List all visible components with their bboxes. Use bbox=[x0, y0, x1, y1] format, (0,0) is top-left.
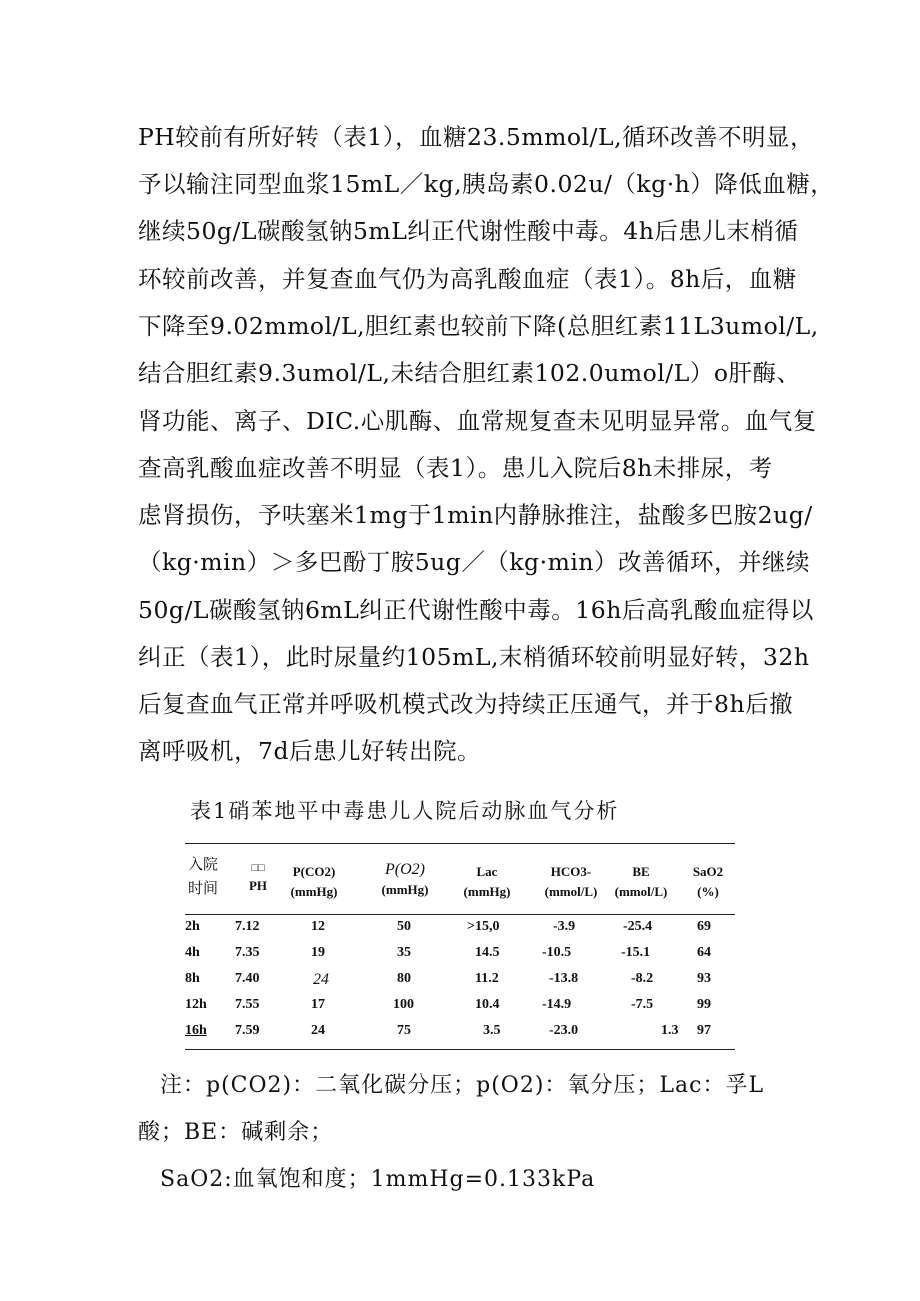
header-pco2-line1: P(CO2) bbox=[292, 864, 336, 879]
header-lac-line1: Lac bbox=[476, 864, 498, 879]
cell-sao2: 97 bbox=[697, 1023, 711, 1038]
header-be-line2: (mmol/L) bbox=[614, 884, 668, 899]
header-po2-line2: (mmHg) bbox=[381, 882, 429, 897]
cell-be: -8.2 bbox=[631, 971, 654, 986]
header-hco3-line2: (mmol/L) bbox=[544, 884, 598, 899]
header-time bbox=[185, 852, 221, 900]
header-pco2-line2: (mmHg) bbox=[290, 884, 338, 899]
cell-po2: 100 bbox=[393, 997, 414, 1012]
header-be bbox=[610, 862, 672, 902]
body-line: 继续50g/L碳酸氢钠5mL纠正代谢性酸中毒。4h后患儿末梢循 bbox=[138, 217, 799, 245]
cell-be: 1.3 bbox=[661, 1023, 679, 1038]
cell-sao2: 69 bbox=[697, 919, 711, 934]
table-row bbox=[185, 967, 735, 993]
body-line: 环较前改善，并复查血气仍为高乳酸血症（表1）。8h后，血糖 bbox=[138, 265, 797, 293]
body-line: 虑肾损伤，予呋塞米1mg于1min内静脉推注，盐酸多巴胺2ug/ bbox=[138, 501, 813, 529]
cell-sao2: 64 bbox=[697, 945, 711, 960]
table-header bbox=[185, 844, 735, 915]
header-lac-line2: (mmHg) bbox=[463, 884, 511, 899]
body-line: 离呼吸机，7d后患儿好转出院。 bbox=[138, 737, 481, 765]
cell-pco2: 17 bbox=[311, 997, 325, 1012]
cell-hco3: -23.0 bbox=[549, 1023, 579, 1038]
note-line: 注：p(CO2)：二氧化碳分压；p(O2)：氧分压；Lac：孚L bbox=[160, 1073, 765, 1098]
cell-pco2: 24 bbox=[313, 971, 329, 988]
cell-ph: 7.59 bbox=[235, 1023, 260, 1038]
cell-ph: 7.55 bbox=[235, 997, 260, 1012]
cell-po2: 80 bbox=[397, 971, 411, 986]
header-be-line1: BE bbox=[632, 864, 650, 879]
header-po2 bbox=[370, 860, 440, 900]
table-row bbox=[185, 993, 735, 1019]
cell-hco3: -3.9 bbox=[553, 919, 576, 934]
cell-lac: 3.5 bbox=[483, 1023, 501, 1038]
cell-lac: 11.2 bbox=[475, 971, 499, 986]
cell-sao2: 93 bbox=[697, 971, 711, 986]
header-sao2-line1: SaO2 bbox=[692, 864, 724, 879]
cell-time: 16h bbox=[185, 1023, 207, 1038]
body-line: 予以输注同型血浆15mL／kg,胰岛素0.02u/（kg·h）降低血糖， bbox=[138, 170, 835, 198]
cell-ph: 7.40 bbox=[235, 971, 260, 986]
table-row bbox=[185, 915, 735, 941]
cell-pco2: 12 bbox=[311, 919, 325, 934]
table-notes bbox=[138, 1058, 800, 1198]
header-hco3 bbox=[540, 862, 602, 902]
header-pco2 bbox=[279, 862, 349, 902]
cell-time: 8h bbox=[185, 971, 200, 986]
cell-hco3: -14.9 bbox=[542, 997, 572, 1012]
cell-lac: 14.5 bbox=[475, 945, 500, 960]
header-po2-line1: P(O2) bbox=[385, 861, 425, 878]
cell-be: -7.5 bbox=[631, 997, 654, 1012]
header-lac bbox=[457, 862, 517, 902]
cell-time: 12h bbox=[185, 997, 207, 1012]
blood-gas-table bbox=[185, 843, 735, 1050]
cell-lac: 10.4 bbox=[475, 997, 500, 1012]
body-paragraph bbox=[138, 0, 835, 780]
cell-be: -15.1 bbox=[621, 945, 651, 960]
header-ph-label: PH bbox=[248, 878, 268, 893]
body-line: 后复查血气正常并呼吸机模式改为持续正压通气，并于8h后撤 bbox=[138, 690, 794, 718]
cell-pco2: 19 bbox=[311, 945, 325, 960]
body-line: 查高乳酸血症改善不明显（表1）。患儿入院后8h未排尿，考 bbox=[138, 454, 773, 482]
note-line: SaO2:血氧饱和度；1mmHg=0.133kPa bbox=[160, 1167, 596, 1192]
cell-sao2: 99 bbox=[697, 997, 711, 1012]
header-ph-symbol: □□ bbox=[251, 862, 265, 874]
body-line: 肾功能、离子、DIC.心肌酶、血常规复查未见明显异常。血气复 bbox=[138, 407, 817, 435]
note-line: 酸；BE：碱剩余； bbox=[138, 1120, 334, 1145]
header-ph bbox=[243, 860, 273, 896]
cell-hco3: -10.5 bbox=[542, 945, 572, 960]
cell-po2: 75 bbox=[397, 1023, 411, 1038]
header-time-line1: 入院 bbox=[187, 855, 218, 873]
cell-time: 4h bbox=[185, 945, 200, 960]
body-line: 纠正（表1），此时尿量约105mL,末梢循环较前明显好转，32h bbox=[138, 643, 810, 671]
cell-po2: 35 bbox=[397, 945, 411, 960]
cell-time: 2h bbox=[185, 919, 200, 934]
body-line: 50g/L碳酸氢钠6mL纠正代谢性酸中毒。16h后高乳酸血症得以 bbox=[138, 596, 814, 624]
header-sao2 bbox=[685, 862, 731, 902]
body-line: （kg·min）＞多巴酚丁胺5ug／（kg·min）改善循环，并继续 bbox=[138, 548, 811, 576]
cell-hco3: -13.8 bbox=[549, 971, 579, 986]
cell-po2: 50 bbox=[397, 919, 411, 934]
cell-lac: >15,0 bbox=[467, 919, 500, 934]
header-sao2-line2: (%) bbox=[697, 884, 719, 899]
table-row bbox=[185, 941, 735, 967]
header-hco3-line1: HCO3- bbox=[550, 864, 592, 879]
header-time-line2: 时间 bbox=[187, 879, 218, 897]
cell-pco2: 24 bbox=[311, 1023, 325, 1038]
table-caption: 表1硝苯地平中毒患儿人院后动脉血气分析 bbox=[190, 799, 620, 823]
cell-be: -25.4 bbox=[623, 919, 653, 934]
cell-ph: 7.35 bbox=[235, 945, 260, 960]
body-line: PH较前有所好转（表1），血糖23.5mmol/L,循环改善不明显， bbox=[138, 123, 815, 151]
table-row bbox=[185, 1019, 735, 1049]
cell-ph: 7.12 bbox=[235, 919, 260, 934]
body-line: 结合胆红素9.3umol/L,未结合胆红素102.0umol/L）o肝酶、 bbox=[138, 359, 801, 387]
body-line: 下降至9.02mmol/L,胆红素也较前下降(总胆红素11L3umol/L, bbox=[138, 312, 819, 340]
